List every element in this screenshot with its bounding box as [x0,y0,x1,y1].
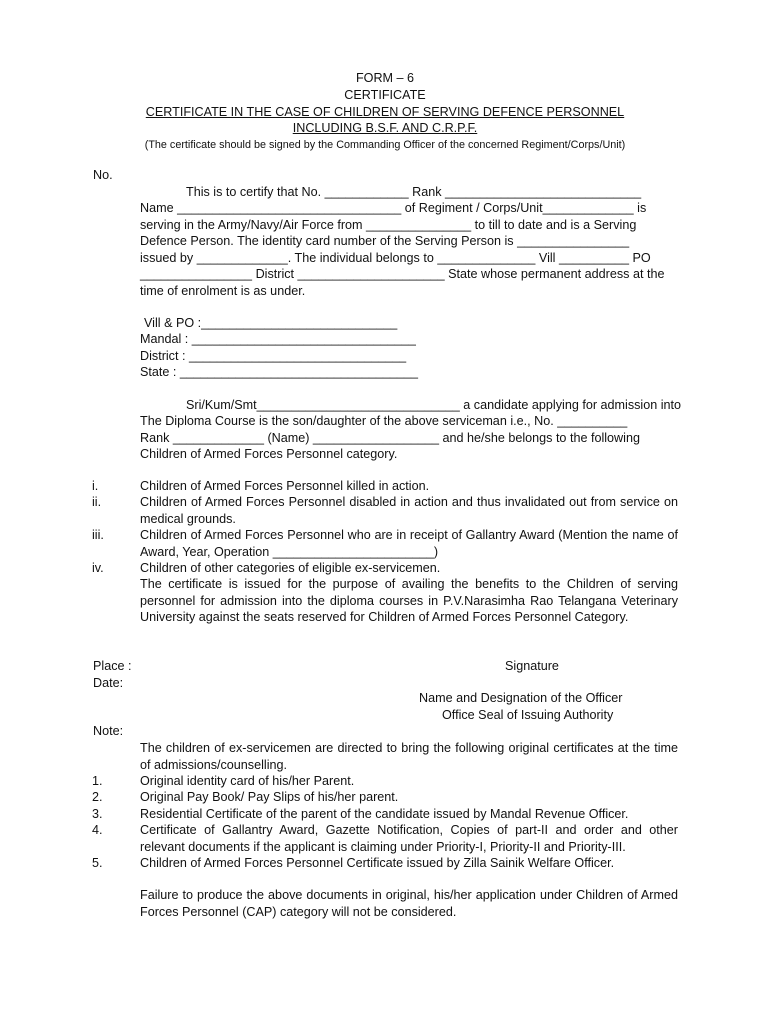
candidate-line: Rank _____________ (Name) __________________ and he/she belongs to the following [140,431,640,445]
office-seal: Office Seal of Issuing Authority [442,708,614,722]
no-label: No. [93,168,113,182]
category-number: iii. [92,528,104,542]
note-item-text: Original Pay Book/ Pay Slips of his/her parent. [140,790,399,804]
signing-instruction: (The certificate should be signed by the Commanding Officer of the concerned Regiment/Corps/Unit) [144,139,626,151]
date-label: Date: [93,676,124,690]
signature-label: Signature [505,659,559,673]
category-text: Children of other categories of eligible ex-servicemen. [140,561,441,575]
place-label: Place : [93,659,132,673]
form-number: FORM – 6 [355,71,415,85]
note-item-number: 4. [92,823,103,837]
note-label: Note: [93,724,124,738]
officer-name-designation: Name and Designation of the Officer [419,691,623,705]
note-item-text: Original identity card of his/her Parent. [140,774,355,788]
certify-line: This is to certify that No. ____________ Rank ____________________________ [186,185,642,199]
category-number: iv. [92,561,104,575]
address-mandal: Mandal : ________________________________ [140,332,416,346]
purpose-paragraph: The certificate is issued for the purpose of availing the benefits to the Children of serving personnel for admission into the diploma courses in P.V.Narasimha Rao Telangana Veterinary University against the seats reserved for Children of Armed Forces Personnel Category. [140,577,678,625]
note-item-number: 2. [92,790,103,804]
candidate-line: The Diploma Course is the son/daughter of the above serviceman i.e., No. __________ [140,414,628,428]
failure-notice: Failure to produce the above documents in original, his/her application under Children of Armed Forces Personnel (CAP) category will not be considered. [140,888,678,919]
address-state: State : __________________________________ [140,365,419,379]
category-text: Children of Armed Forces Personnel killed in action. [140,479,430,493]
note-item-text: Children of Armed Forces Personnel Certificate issued by Zilla Sainik Welfare Officer. [140,856,615,870]
note-item-number: 3. [92,807,103,821]
note-item-number: 1. [92,774,103,788]
certify-line: serving in the Army/Navy/Air Force from _______________ to till to date and is a Serving [140,218,637,232]
candidate-line: Sri/Kum/Smt_____________________________ a candidate applying for admission into [186,398,682,412]
address-vill-po: Vill & PO :____________________________ [144,316,398,330]
category-text: Children of Armed Forces Personnel disabled in action and thus invalidated out from service on medical grounds. [140,495,678,526]
note-intro: The children of ex-servicemen are directed to bring the following original certificates at the time of admissions/counselling. [140,741,678,772]
address-district: District : _______________________________ [140,349,407,363]
category-number: i. [92,479,99,493]
certify-line: Name ________________________________ of Regiment / Corps/Unit_____________ is [140,201,647,215]
candidate-line: Children of Armed Forces Personnel category. [140,447,398,461]
certify-line: issued by _____________. The individual belongs to ______________ Vill __________ PO [140,251,651,265]
title-line-2: INCLUDING B.S.F. AND C.R.P.F. [292,121,478,135]
category-number: ii. [92,495,102,509]
note-item-text: Certificate of Gallantry Award, Gazette Notification, Copies of part-II and order and other relevant documents if the applicant is claiming under Priority-I, Priority-II and Priority-III. [140,823,678,854]
category-text: Children of Armed Forces Personnel who are in receipt of Gallantry Award (Mention the name of Award, Year, Operation _______________________) [140,528,678,559]
certificate-heading: CERTIFICATE [344,88,426,102]
note-item-number: 5. [92,856,103,870]
title-line-1: CERTIFICATE IN THE CASE OF CHILDREN OF SERVING DEFENCE PERSONNEL [145,105,625,119]
note-item-text: Residential Certificate of the parent of the candidate issued by Mandal Revenue Officer. [140,807,629,821]
certify-line: time of enrolment is as under. [140,284,306,298]
certify-line: ________________ District _____________________ State whose permanent address at the [140,267,665,281]
certify-line: Defence Person. The identity card number of the Serving Person is ________________ [140,234,630,248]
